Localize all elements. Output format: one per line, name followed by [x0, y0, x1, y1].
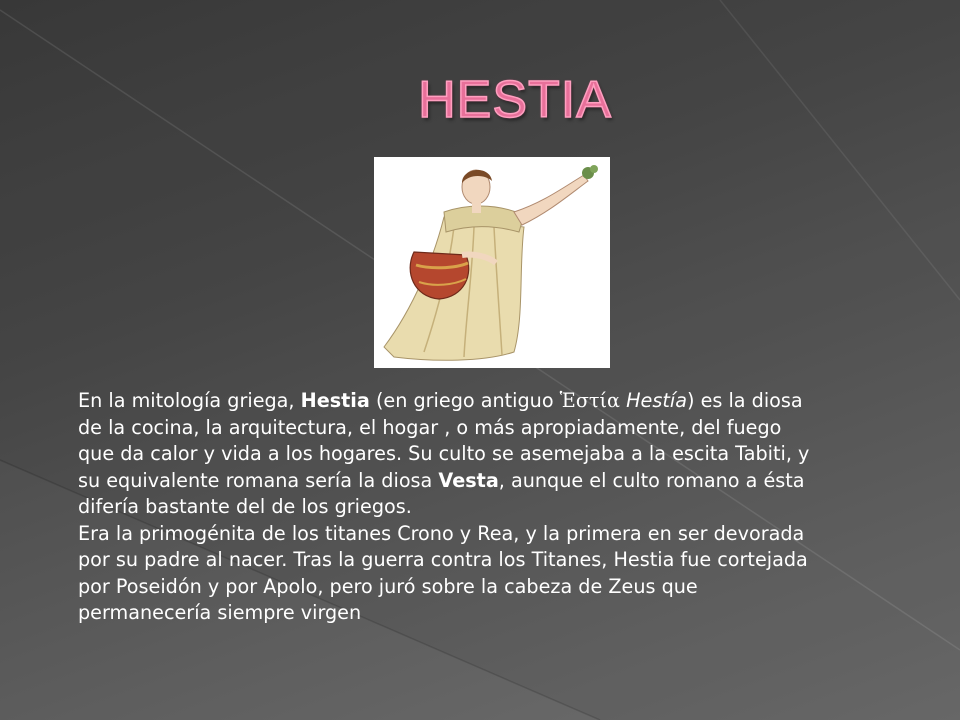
paragraph-intro-body: es la diosa de la cocina, la arquitectura, el hogar , o más apropiadamente, del fuego que da calor y vida a los hogares. Su culto se asemejaba a la escita Tabiti, y su equivalente romana sería la diosa [78, 389, 810, 492]
greek-name-lead: (en griego antiguo [369, 389, 560, 412]
hestia-name: Hestia [300, 389, 370, 412]
paragraph-origin: Era la primogénita de los titanes Crono y Rea, y la primera en ser devorada por su padre al nacer. Tras la guerra contra los Titanes, Hestia fue cortejada por Poseidón y por Apolo, pero juró sobre la cabeza de Zeus que permanecería siempre virgen [78, 521, 808, 624]
goddess-figure-image [374, 157, 610, 368]
description-text [78, 388, 818, 627]
greek-name: Ἑστία [559, 389, 621, 412]
greek-name-close: ) [686, 389, 695, 412]
hestia-illustration [374, 157, 610, 368]
vesta-name: Vesta [438, 468, 499, 492]
paragraph-intro-end: , aunque el culto romano a ésta difería bastante del de los griegos. [78, 468, 805, 518]
slide-title: HESTIA [418, 71, 612, 129]
transliteration: Hestía [620, 389, 687, 412]
paragraph-intro [78, 388, 818, 521]
paragraph-intro-start: En la mitología griega, [78, 389, 301, 412]
